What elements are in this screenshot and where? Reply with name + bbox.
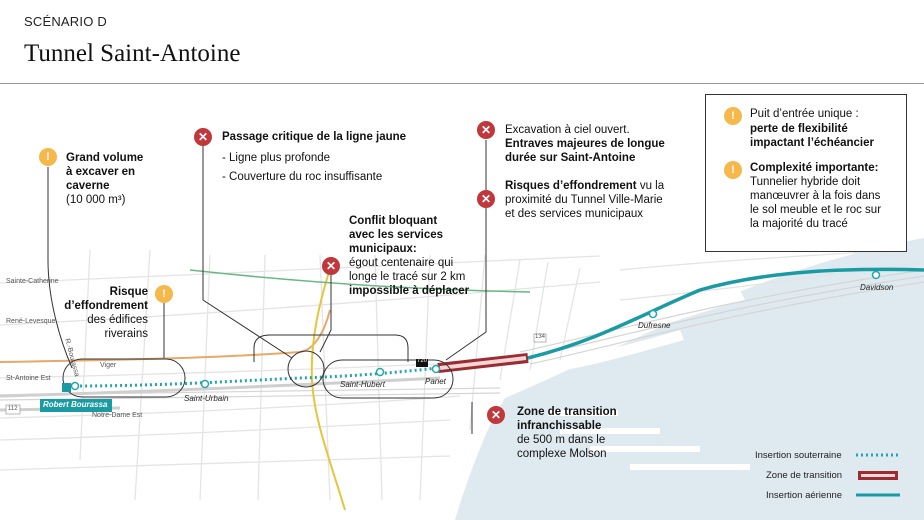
x-circle-icon: ✕	[322, 257, 340, 275]
legend-label-souterraine: Insertion souterraine	[755, 450, 842, 461]
street-label-r-bourassa: R.-Bourassa	[63, 338, 81, 378]
legend-label-aerienne: Insertion aérienne	[766, 490, 843, 501]
exclamation-circle-icon: !	[724, 161, 742, 179]
station-label-dufresne: Dufresne	[638, 321, 671, 330]
infobox-item2-line-2: Tunnelier hybride doit	[750, 176, 861, 188]
street-label-rene-levesque: René-Levesque	[6, 318, 56, 325]
volume-line-1: Grand volume	[66, 152, 144, 164]
infobox-item2-line-3: manœuvrer à la fois dans	[750, 190, 881, 202]
street-label-notre-dame-est: Notre-Dame Est	[92, 412, 143, 419]
x-circle-icon: ✕	[487, 406, 505, 424]
road-shield-720: 720	[417, 358, 428, 364]
effondrement-est-bold: Risques d’effondrement	[505, 180, 637, 192]
infobox-item2-line-1: Complexité importante:	[750, 162, 879, 174]
x-circle-icon: ✕	[194, 128, 212, 146]
excavation-line-1: Excavation à ciel ouvert.	[505, 124, 630, 136]
effondrement-est-line-1	[505, 179, 664, 193]
page-header	[0, 0, 924, 84]
passage-item-2: - Couverture du roc insuffisante	[222, 171, 383, 183]
station-label-saint-urbain: Saint-Urbain	[184, 394, 229, 403]
conflit-line-1: Conflit bloquant	[349, 215, 438, 227]
transition-line-1: Zone de transition	[517, 406, 617, 418]
road-shield-112: 112	[8, 406, 18, 412]
conflit-line-6: impossible à déplacer	[349, 285, 470, 297]
station-label-saint-hubert: Saint-Hubert	[340, 380, 385, 389]
conflit-line-4: égout centenaire qui	[349, 257, 454, 269]
station-label-panet: Panet	[425, 377, 446, 386]
info-box	[705, 94, 907, 252]
legend-label-transition: Zone de transition	[766, 470, 843, 481]
volume-detail: (10 000 m³)	[66, 194, 126, 206]
legend-transition-swatch	[858, 471, 898, 480]
effondrement-est-line-2: proximité du Tunnel Ville-Marie	[505, 194, 663, 206]
passage-title: Passage critique de la ligne jaune	[222, 131, 407, 143]
exclamation-circle-icon: !	[39, 148, 57, 166]
volume-line-2: à excaver en	[66, 166, 136, 178]
infobox-item2-line-4: le sol meuble et le roc sur	[750, 204, 882, 216]
street-label-saint-antoine-est: St-Antoine Est	[6, 375, 51, 382]
infobox-item2-line-5: la majorité du tracé	[750, 218, 848, 230]
effondrement-est-line-3: et des services municipaux	[505, 208, 644, 220]
x-circle-icon: ✕	[477, 190, 495, 208]
transition-line-2: infranchissable	[517, 420, 602, 432]
scenario-label: SCÉNARIO D	[24, 14, 107, 29]
exclamation-circle-icon: !	[724, 107, 742, 125]
conflit-line-3: municipaux:	[349, 243, 417, 255]
conflit-line-5: longe le tracé sur 2 km	[349, 271, 466, 283]
excavation-line-2: Entraves majeures de longue	[505, 138, 665, 150]
effondrement-ouest-line-1: Risque	[109, 286, 148, 298]
infobox-item1-line-1: Puit d’entrée unique :	[750, 108, 859, 120]
exclamation-circle-icon: !	[155, 285, 173, 303]
conflit-line-2: avec les services	[349, 229, 444, 241]
page-title: Tunnel Saint-Antoine	[24, 40, 241, 67]
station-label-robert-bourassa: Robert Bourassa	[43, 400, 108, 409]
street-label-sainte-catherine: Sainte-Catherine	[6, 278, 59, 285]
volume-line-3: caverne	[66, 180, 110, 192]
effondrement-est-rest: vu la	[636, 180, 665, 192]
effondrement-ouest-line-4: riverains	[104, 328, 148, 340]
road-shield-134: 134	[535, 334, 546, 340]
street-label-viger: Viger	[100, 362, 117, 369]
effondrement-ouest-line-3: des édifices	[87, 314, 148, 326]
infobox-item1-line-2: perte de flexibilité	[750, 123, 848, 135]
transition-line-4: complexe Molson	[517, 448, 607, 460]
transition-line-3: de 500 m dans le	[517, 434, 606, 446]
passage-item-1: - Ligne plus profonde	[222, 152, 331, 164]
station-label-davidson: Davidson	[860, 283, 894, 292]
excavation-line-3: durée sur Saint-Antoine	[505, 152, 636, 164]
infobox-item1-line-3: impactant l’échéancier	[750, 137, 874, 149]
x-circle-icon: ✕	[477, 121, 495, 139]
effondrement-ouest-line-2: d’effondrement	[64, 300, 148, 312]
